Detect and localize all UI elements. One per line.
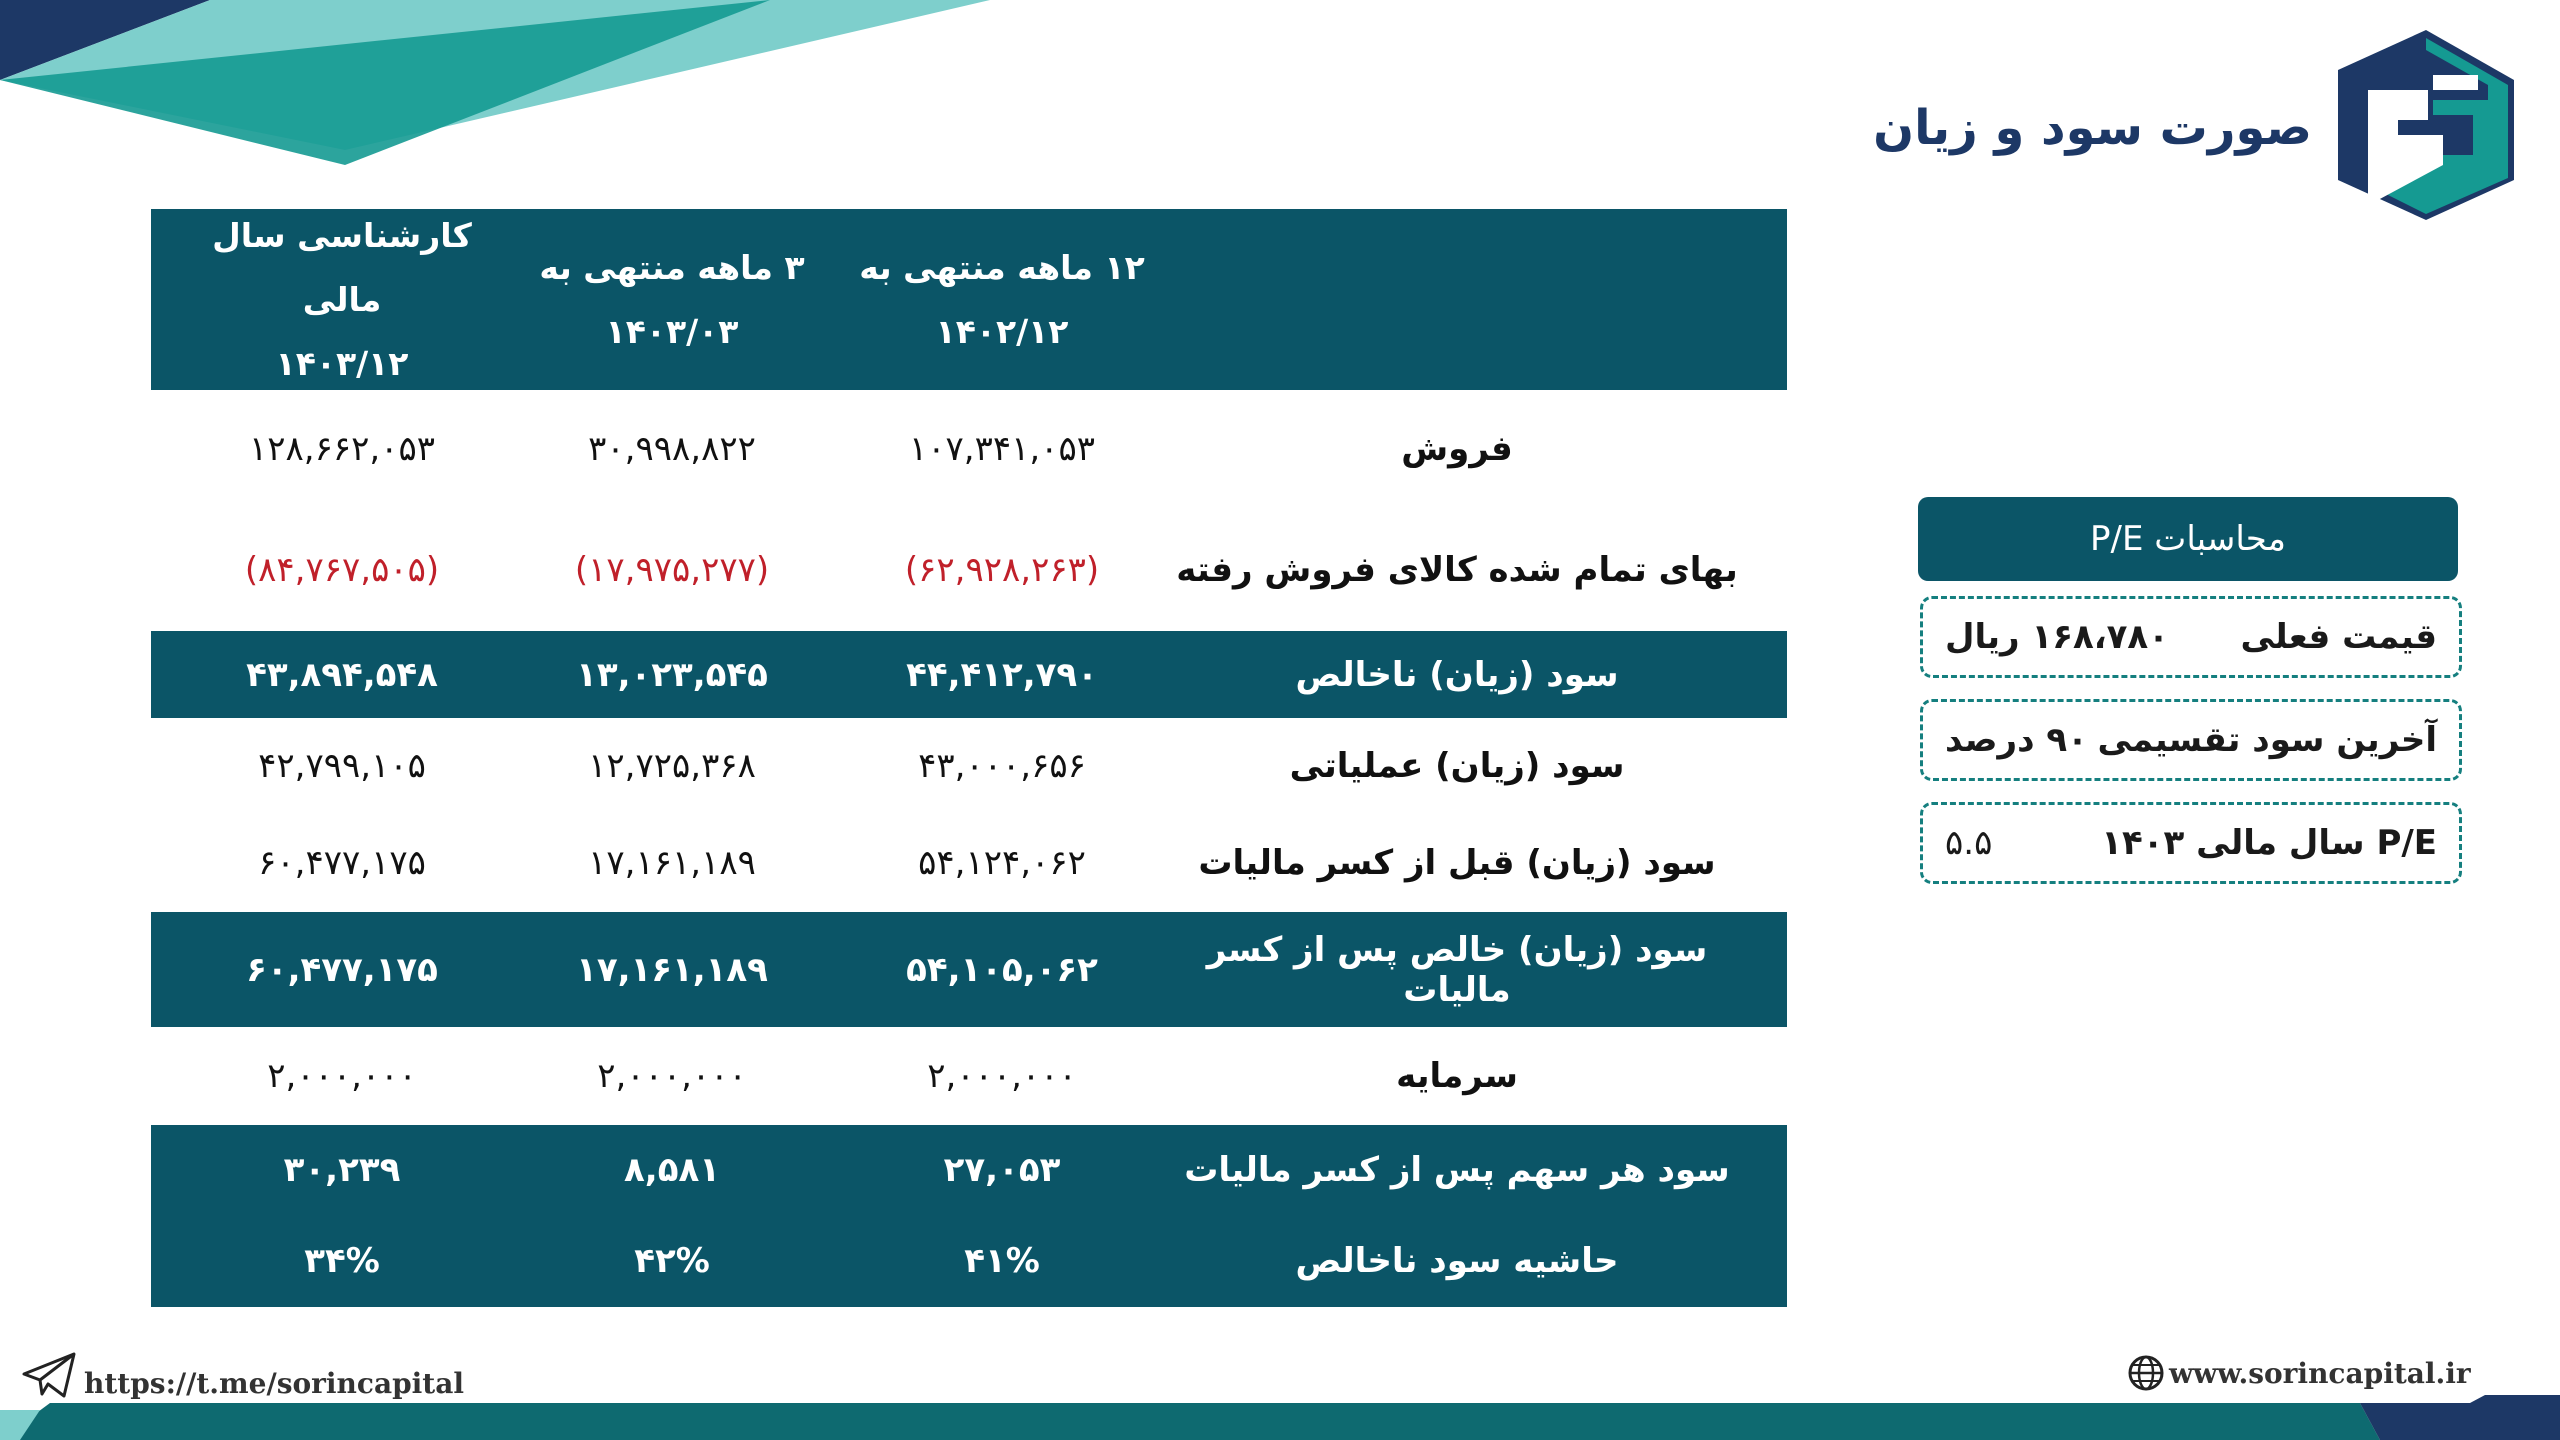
row-value: ۴۴,۴۱۲,۷۹۰: [906, 654, 1098, 695]
row-value: ۴۲%: [634, 1241, 710, 1281]
row-value: ۱۰۷,۳۴۱,۰۵۳: [909, 429, 1095, 469]
row-value: ۱۲۸,۶۶۲,۰۵۳: [249, 429, 435, 469]
row-value: ۳۰,۲۳۹: [283, 1150, 401, 1190]
row-value: (۶۲,۹۲۸,۲۶۳): [904, 549, 1100, 590]
table-row-gross-margin: [151, 1215, 1787, 1307]
sorin-capital-logo: [2338, 30, 2514, 220]
pe-item-current-price: [1920, 596, 2462, 678]
column-header-12m: [837, 236, 1167, 364]
row-value: ۴۳,۰۰۰,۶۵۶: [918, 746, 1086, 786]
row-label: سود هر سهم پس از کسر مالیات: [1184, 1150, 1730, 1190]
row-label: حاشیه سود ناخالص: [1295, 1241, 1619, 1281]
row-value: ۲,۰۰۰,۰۰۰: [927, 1056, 1077, 1096]
column-header-3m: [507, 236, 837, 364]
row-label: سرمایه: [1396, 1056, 1518, 1096]
column-header-line1: کارشناسی سال مالی: [212, 215, 472, 319]
column-header-line2: ۱۴۰۳/۰۳: [605, 311, 739, 351]
row-label: فروش: [1401, 429, 1513, 469]
pe-item-pe-ratio: [1920, 802, 2462, 884]
table-row-operating-profit: [151, 718, 1787, 814]
row-value: (۱۷,۹۷۵,۲۷۷): [574, 549, 770, 590]
table-row-sales: [151, 390, 1787, 508]
income-statement-table: [151, 209, 1787, 1307]
column-header-line2: ۱۴۰۳/۱۲: [275, 343, 409, 383]
pe-panel-title: محاسبات P/E: [1918, 497, 2458, 581]
row-label: سود (زیان) قبل از کسر مالیات: [1198, 843, 1716, 883]
table-row-net-profit: [151, 912, 1787, 1027]
column-header-forecast: [177, 204, 507, 396]
row-value: ۳۰,۹۹۸,۸۲۲: [588, 429, 756, 469]
column-header-line1: ۳ ماهه منتهی به: [539, 247, 805, 287]
pe-item-last-dividend: [1920, 699, 2462, 781]
pe-item-value: ۹۰ درصد: [1945, 720, 2088, 760]
pe-item-value: ۵.۵: [1945, 823, 1993, 863]
row-label: بهای تمام شده کالای فروش رفته: [1176, 549, 1738, 590]
row-value: ۲,۰۰۰,۰۰۰: [267, 1056, 417, 1096]
pe-item-value: ۱۶۸،۷۸۰ ریال: [1945, 617, 2169, 657]
row-value: ۵۴,۱۲۴,۰۶۲: [918, 843, 1086, 883]
row-label: سود (زیان) ناخالص: [1295, 654, 1619, 695]
table-row-cogs: [151, 508, 1787, 631]
row-value: (۸۴,۷۶۷,۵۰۵): [244, 549, 440, 590]
row-value: ۶۰,۴۷۷,۱۷۵: [246, 949, 438, 990]
row-value: ۳۴%: [304, 1241, 380, 1281]
row-value: ۴۲,۷۹۹,۱۰۵: [258, 746, 426, 786]
table-row-pretax-profit: [151, 814, 1787, 912]
page-title: صورت سود و زیان: [1873, 100, 2312, 156]
row-value: ۵۴,۱۰۵,۰۶۲: [906, 949, 1098, 990]
table-header-row: [151, 209, 1787, 390]
row-value: ۲۷,۰۵۳: [943, 1150, 1061, 1190]
row-value: ۴۳,۸۹۴,۵۴۸: [246, 654, 438, 695]
table-row-gross-profit: [151, 631, 1787, 718]
footer-decoration: [0, 1395, 2560, 1440]
header-decoration: [0, 0, 1100, 180]
pe-item-key: آخرین سود تقسیمی: [2097, 720, 2437, 760]
row-label: سود (زیان) عملیاتی: [1289, 746, 1625, 786]
telegram-link[interactable]: https://t.me/sorincapital: [84, 1367, 465, 1400]
row-value: ۶۰,۴۷۷,۱۷۵: [258, 843, 426, 883]
pe-item-key: P/E سال مالی ۱۴۰۳: [2101, 823, 2437, 863]
row-value: ۱۷,۱۶۱,۱۸۹: [576, 949, 768, 990]
pe-item-key: قیمت فعلی: [2240, 617, 2437, 657]
website-link[interactable]: www.sorincapital.ir: [2169, 1357, 2471, 1390]
column-header-line1: ۱۲ ماهه منتهی به: [859, 247, 1145, 287]
row-value: ۲,۰۰۰,۰۰۰: [597, 1056, 747, 1096]
row-value: ۱۲,۷۲۵,۳۶۸: [588, 746, 756, 786]
row-label: سود (زیان) خالص پس از کسر مالیات: [1206, 929, 1708, 1010]
row-value: ۴۱%: [964, 1241, 1040, 1281]
telegram-icon: [22, 1352, 76, 1398]
row-value: ۱۳,۰۲۳,۵۴۵: [576, 654, 768, 695]
row-value: ۱۷,۱۶۱,۱۸۹: [588, 843, 756, 883]
table-row-capital: [151, 1027, 1787, 1125]
globe-icon: [2127, 1354, 2165, 1392]
table-row-eps: [151, 1125, 1787, 1215]
row-value: ۸,۵۸۱: [624, 1150, 720, 1190]
column-header-line2: ۱۴۰۲/۱۲: [935, 311, 1069, 351]
